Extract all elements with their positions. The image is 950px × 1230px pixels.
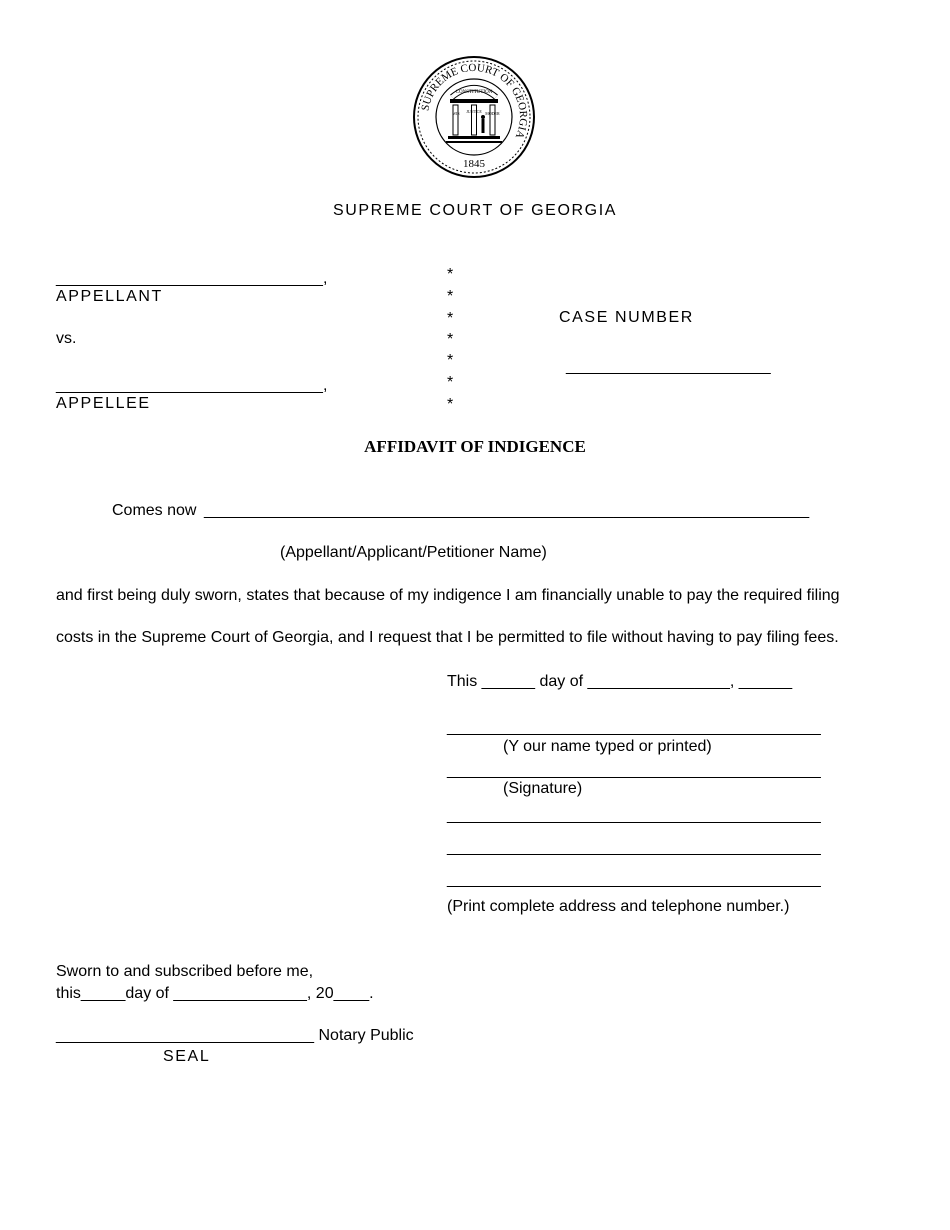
comes-now-text: Comes now xyxy=(112,502,197,519)
case-number-line: _______________________ xyxy=(566,358,771,375)
caption-divider-star: * xyxy=(447,374,454,391)
versus-text: vs. xyxy=(56,330,77,347)
caption-divider-star: * xyxy=(447,310,454,327)
svg-text:CONSTITUTION: CONSTITUTION xyxy=(455,90,493,95)
petitioner-name-line: ____________________________________________________________________ xyxy=(204,502,810,519)
svg-text:MODER: MODER xyxy=(485,111,500,116)
svg-text:1845: 1845 xyxy=(463,158,485,170)
signature-date-line: This ______ day of ________________, ______ xyxy=(447,673,793,690)
caption-divider-star: * xyxy=(447,352,454,369)
notary-date-text: this_____day of _______________, 20____. xyxy=(56,985,374,1002)
address-line: __________________________________________ xyxy=(447,807,821,824)
notary-sworn-text: Sworn to and subscribed before me, xyxy=(56,963,314,980)
svg-text:JUSTICE: JUSTICE xyxy=(466,109,482,114)
appellee-name-line: ______________________________, xyxy=(56,377,328,394)
petitioner-name-hint: (Appellant/Applicant/Petitioner Name) xyxy=(280,544,547,561)
address-line: __________________________________________ xyxy=(447,871,821,888)
notary-seal-label: SEAL xyxy=(163,1048,211,1065)
address-hint: (Print complete address and telephone number.) xyxy=(447,898,790,915)
court-title: SUPREME COURT OF GEORGIA xyxy=(332,202,618,219)
appellant-label: APPELLANT xyxy=(56,288,163,305)
appellant-name-line: ______________________________, xyxy=(56,270,328,287)
affidavit-title: AFFIDAVIT OF INDIGENCE xyxy=(364,437,586,456)
address-line: __________________________________________ xyxy=(447,839,821,856)
caption-divider-star: * xyxy=(447,266,454,283)
sworn-statement-line-1: and first being duly sworn, states that because of my indigence I am financially unable to pay the required filing xyxy=(56,587,840,604)
court-seal-logo xyxy=(412,55,536,179)
notary-public-line: _____________________________ Notary Public xyxy=(56,1027,414,1044)
svg-text:SUPREME COURT OF GEORGIA: SUPREME COURT OF GEORGIA xyxy=(419,61,530,141)
typed-name-hint: (Y our name typed or printed) xyxy=(503,738,712,755)
sworn-statement-line-2: costs in the Supreme Court of Georgia, and I request that I be permitted to file without having to pay filing fees. xyxy=(56,629,839,646)
appellee-label: APPELLEE xyxy=(56,395,151,412)
svg-text:WIS: WIS xyxy=(452,111,460,116)
caption-divider-star: * xyxy=(447,288,454,305)
signature-line: __________________________________________ xyxy=(447,762,821,779)
typed-name-line: __________________________________________ xyxy=(447,719,821,736)
case-number-label: CASE NUMBER xyxy=(559,309,694,326)
signature-hint: (Signature) xyxy=(503,780,583,797)
caption-divider-star: * xyxy=(447,396,454,413)
caption-divider-star: * xyxy=(447,331,454,348)
